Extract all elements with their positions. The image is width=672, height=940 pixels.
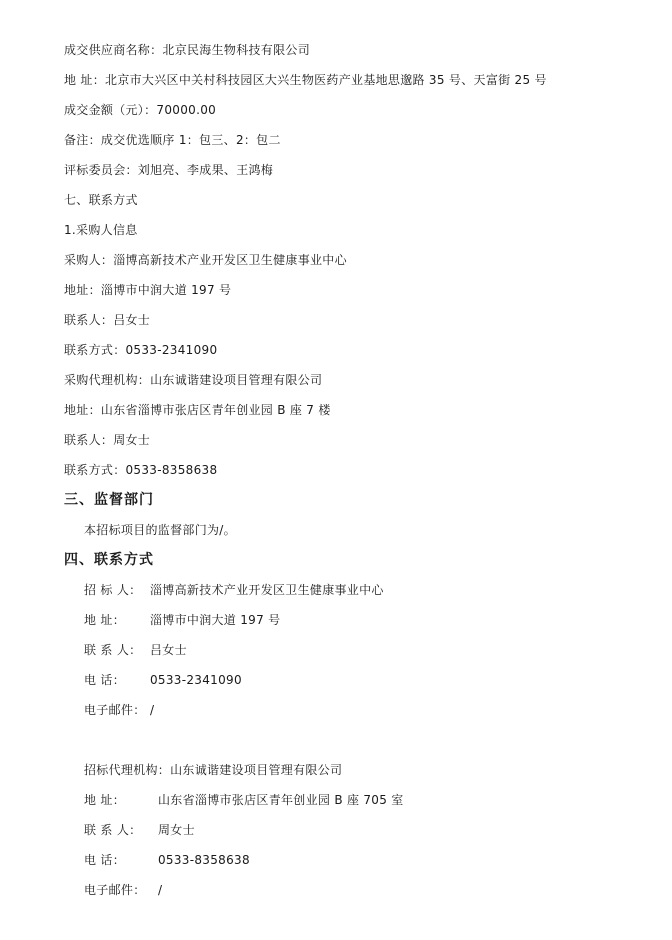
section-four-heading: 四、联系方式 — [64, 552, 154, 568]
agency-email-row — [84, 882, 162, 898]
agency-phone-value: 0533-8358638 — [158, 853, 250, 867]
purchaser-phone: 联系方式：0533-2341090 — [64, 343, 218, 357]
agency-contact-label: 联 系 人： — [84, 823, 142, 837]
agency-name-label: 招标代理机构： — [84, 763, 171, 777]
agency-contact: 联系人：周女士 — [64, 433, 151, 447]
agency-contact-row — [84, 822, 195, 838]
bidder-address-label: 地 址： — [84, 613, 126, 627]
agency-address: 地址：山东省淄博市张店区青年创业园 B 座 7 楼 — [64, 403, 331, 417]
agency-email-label: 电子邮件： — [84, 883, 146, 897]
agency-phone-row — [84, 852, 250, 868]
section-seven-title: 七、联系方式 — [64, 193, 138, 207]
bidder-phone-value: 0533-2341090 — [150, 673, 242, 687]
purchaser-contact: 联系人：吕女士 — [64, 313, 151, 327]
purchaser-info-heading: 1.采购人信息 — [64, 223, 138, 237]
bidder-phone-label: 电 话： — [84, 673, 126, 687]
supervision-text: 本招标项目的监督部门为/。 — [84, 523, 236, 537]
agency-name: 采购代理机构：山东诚谐建设项目管理有限公司 — [64, 373, 323, 387]
bidder-name-value: 淄博高新技术产业开发区卫生健康事业中心 — [150, 583, 384, 597]
agency-name-row — [84, 762, 342, 778]
bidder-contact-value: 吕女士 — [150, 643, 187, 657]
agency-phone-label: 电 话： — [84, 853, 126, 867]
bidder-email-value: / — [150, 703, 155, 717]
agency-address-value: 山东省淄博市张店区青年创业园 B 座 705 室 — [158, 793, 404, 807]
bidder-address-row — [84, 612, 280, 628]
bidder-address-value: 淄博市中润大道 197 号 — [150, 613, 281, 627]
bidder-name-row — [84, 582, 384, 598]
purchaser-name: 采购人：淄博高新技术产业开发区卫生健康事业中心 — [64, 253, 347, 267]
agency-name-value: 山东诚谐建设项目管理有限公司 — [170, 763, 343, 777]
bidder-email-row — [84, 702, 154, 718]
agency-email-value: / — [158, 883, 163, 897]
agency-phone: 联系方式：0533-8358638 — [64, 463, 218, 477]
award-amount: 成交金额（元）：70000.00 — [64, 103, 217, 117]
evaluation-committee: 评标委员会：刘旭亮、李成果、王鸿梅 — [64, 163, 274, 177]
section-three-heading: 三、监督部门 — [64, 492, 154, 508]
bidder-email-label: 电子邮件： — [84, 703, 146, 717]
supplier-name: 成交供应商名称：北京民海生物科技有限公司 — [64, 43, 311, 57]
award-remark: 备注：成交优选顺序 1：包三、2：包二 — [64, 133, 281, 147]
agency-contact-value: 周女士 — [158, 823, 195, 837]
purchaser-address: 地址：淄博市中润大道 197 号 — [64, 283, 232, 297]
bidder-phone-row — [84, 672, 242, 688]
bidder-contact-label: 联 系 人： — [84, 643, 142, 657]
bidder-contact-row — [84, 642, 187, 658]
agency-address-row — [84, 792, 404, 808]
supplier-address: 地 址：北京市大兴区中关村科技园区大兴生物医药产业基地思邈路 35 号、天富街 25 号 — [64, 73, 547, 87]
agency-address-label: 地 址： — [84, 793, 126, 807]
bidder-name-label: 招 标 人： — [84, 583, 142, 597]
